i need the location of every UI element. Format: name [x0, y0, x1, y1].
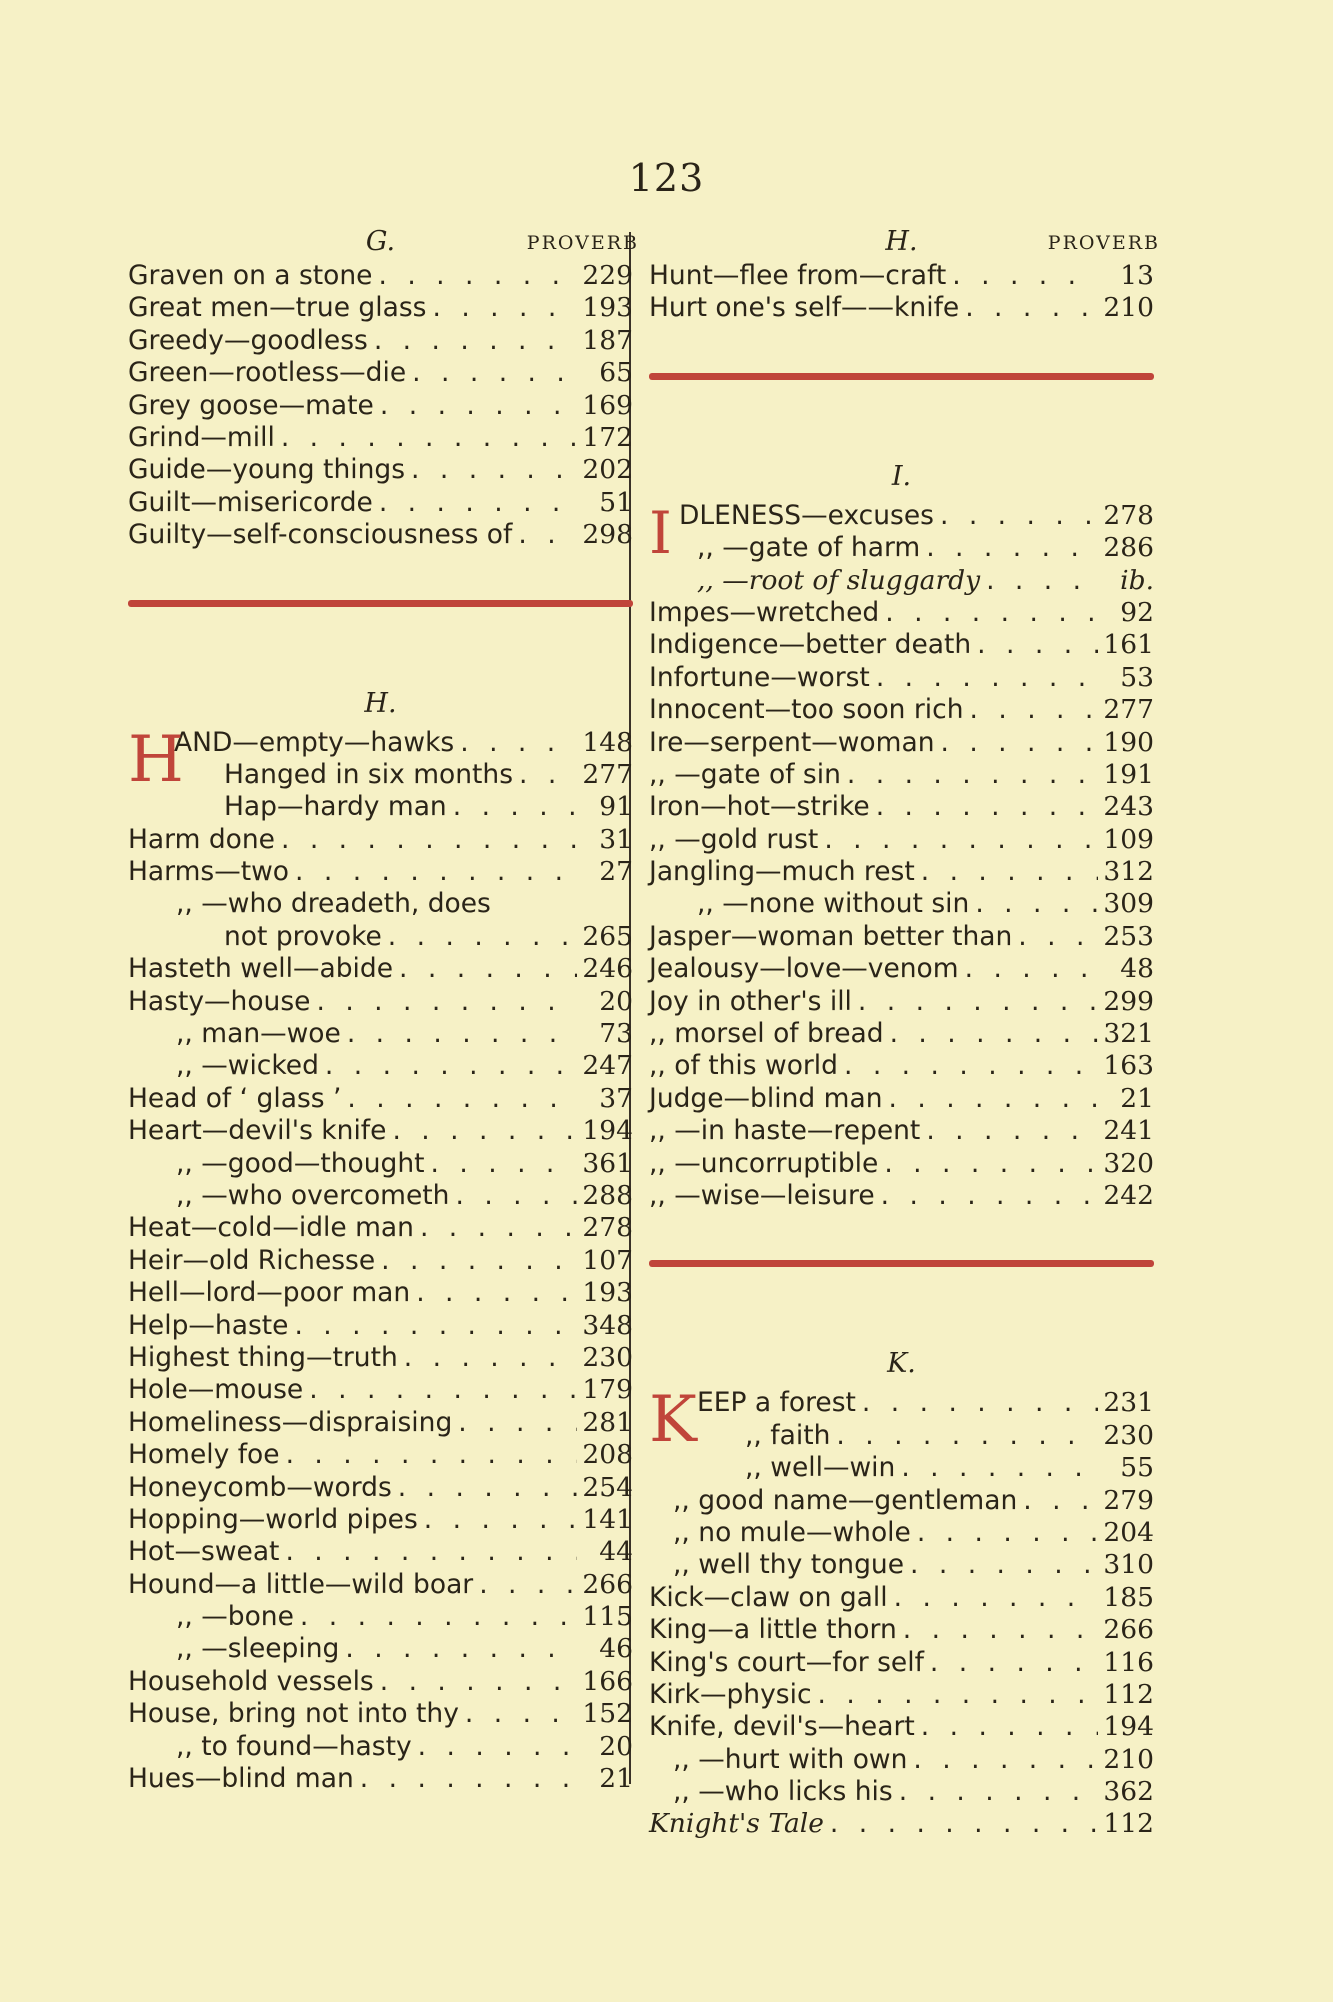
- entry-page: 312: [1103, 856, 1154, 888]
- list-item: [128, 1633, 633, 1665]
- entry-text: Guilt—misericorde: [128, 486, 373, 518]
- entry-text: ,, of this world: [649, 1050, 838, 1082]
- entry-page: 163: [1103, 1050, 1154, 1082]
- column-heading-proverb: PROVERB: [526, 232, 639, 254]
- list-item: [128, 1569, 633, 1601]
- entry-page: 288: [582, 1179, 633, 1211]
- section-rule: [128, 600, 633, 607]
- entry-page: 243: [1103, 791, 1154, 823]
- entry-page: 253: [1103, 920, 1154, 952]
- section-letter-g: G.: [365, 226, 396, 257]
- entry-text: Harm done: [128, 823, 275, 855]
- entry-page: 37: [599, 1082, 633, 1114]
- list-item: [128, 1504, 633, 1536]
- list-item: [649, 1050, 1154, 1082]
- entry-text: ,, morsel of bread: [649, 1018, 884, 1050]
- entry-page: 193: [582, 292, 633, 324]
- entry-page: 266: [1103, 1614, 1154, 1646]
- list-item: [649, 260, 1154, 292]
- list-item: [128, 888, 633, 920]
- entry-page: 172: [582, 421, 633, 453]
- entry-page: ib.: [1120, 564, 1154, 596]
- list-item: [649, 292, 1154, 324]
- entry-page: 281: [582, 1406, 633, 1438]
- list-item: [649, 1452, 1154, 1484]
- list-item: [649, 921, 1154, 953]
- section-rule: [649, 1260, 1154, 1267]
- drop-cap-k: K: [649, 1383, 697, 1458]
- entry-text: Joy in other's ill: [649, 985, 852, 1017]
- entry-text: Iron—hot—strike: [649, 791, 870, 823]
- list-item: [128, 1148, 633, 1180]
- entry-page: 169: [582, 389, 633, 421]
- entry-page: 112: [1103, 1808, 1154, 1840]
- entry-page: 202: [582, 454, 633, 486]
- section-letter-i: I.: [891, 460, 912, 492]
- entry-text: Hunt—flee from—craft: [649, 260, 947, 291]
- entry-text: Highest thing—truth: [128, 1341, 398, 1373]
- list-item: [128, 1180, 633, 1212]
- entry-page: 230: [1103, 1419, 1154, 1451]
- list-item: [128, 986, 633, 1018]
- entry-page: 27: [599, 856, 633, 888]
- entry-text: Hole—mouse: [128, 1374, 304, 1406]
- entry-text: Ire—serpent—woman: [649, 726, 935, 758]
- entry-page: 321: [1103, 1018, 1154, 1050]
- list-item: [128, 487, 633, 519]
- entry-page: 210: [1103, 1743, 1154, 1775]
- drop-cap-h: H: [128, 722, 184, 797]
- list-item: [649, 986, 1154, 1018]
- entry-page: 194: [1103, 1711, 1154, 1743]
- entry-text: Guilty—self-consciousness of: [128, 519, 513, 551]
- entry-page: 112: [1103, 1678, 1154, 1710]
- entry-page: 194: [582, 1115, 633, 1147]
- entry-text: ,, well—win: [745, 1452, 896, 1484]
- entry-text: ,, —gold rust: [649, 823, 819, 855]
- entry-text: Head of ‘ glass ’: [128, 1082, 342, 1114]
- list-item: [649, 1018, 1154, 1050]
- entry-text: King—a little thorn: [649, 1614, 897, 1646]
- entry-text: Hound—a little—wild boar: [128, 1568, 474, 1600]
- list-item: [649, 888, 1154, 920]
- index-list-g: [128, 260, 633, 552]
- list-item: [128, 454, 633, 486]
- section-head-h-cont: [649, 226, 1160, 260]
- list-item: [128, 1374, 633, 1406]
- entry-text: Household vessels: [128, 1665, 374, 1697]
- entry-page: 55: [1120, 1452, 1154, 1484]
- entry-page: 231: [1103, 1387, 1154, 1419]
- entry-text: ,, —none without sin: [697, 888, 970, 920]
- entry-text: ,, —root of sluggardy: [697, 564, 981, 596]
- entry-page: 190: [1103, 726, 1154, 758]
- entry-page: 210: [1103, 292, 1154, 324]
- entry-page: 242: [1103, 1179, 1154, 1211]
- entry-text: Heart—devil's knife: [128, 1115, 387, 1147]
- list-item: [649, 759, 1154, 791]
- entry-text: ,, —gate of harm: [697, 532, 921, 564]
- list-item: [649, 791, 1154, 823]
- list-item: [128, 260, 633, 292]
- list-item: [649, 1647, 1154, 1679]
- list-item: [128, 1472, 633, 1504]
- entry-text: ,, —gate of sin: [649, 758, 841, 790]
- list-item: [649, 1387, 1154, 1419]
- entry-text: ,, —bone: [176, 1601, 294, 1633]
- entry-page: 361: [582, 1147, 633, 1179]
- entry-text: Kick—claw on gall: [649, 1581, 888, 1613]
- entry-text: Innocent—too soon rich: [649, 694, 964, 726]
- section-letter-k: K.: [887, 1348, 916, 1380]
- list-item: [128, 519, 633, 551]
- entry-page: 299: [1103, 985, 1154, 1017]
- entry-text: Hell—lord—poor man: [128, 1277, 411, 1309]
- entry-text: Indigence—better death: [649, 629, 972, 661]
- entry-text: Heat—cold—idle man: [128, 1212, 414, 1244]
- entry-text: Hasteth well—abide: [128, 953, 394, 985]
- entry-text: ,, —uncorruptible: [649, 1147, 879, 1179]
- list-item: [128, 1731, 633, 1763]
- entry-text: ,, well thy tongue: [673, 1549, 905, 1581]
- list-item: [128, 357, 633, 389]
- entry-page: 152: [582, 1698, 633, 1730]
- list-item: [128, 1310, 633, 1342]
- entry-text: Honeycomb—words: [128, 1471, 392, 1503]
- list-item: [649, 1776, 1154, 1808]
- entry-text: ,, to found—hasty: [176, 1730, 412, 1762]
- entry-page: 73: [599, 1018, 633, 1050]
- list-item: [649, 1744, 1154, 1776]
- entry-text: ,, —wicked: [176, 1050, 319, 1082]
- entry-page: 20: [599, 985, 633, 1017]
- entry-text: Knight's Tale: [649, 1808, 824, 1840]
- entry-page: 348: [582, 1309, 633, 1341]
- list-item: [649, 662, 1154, 694]
- entry-page: 51: [599, 486, 633, 518]
- list-item: [128, 1601, 633, 1633]
- entry-text: Hasty—house: [128, 985, 311, 1017]
- entry-page: 362: [1103, 1776, 1154, 1808]
- index-list-h-cont: [649, 260, 1154, 325]
- entry-page: 277: [1103, 694, 1154, 726]
- entry-page: 116: [1103, 1646, 1154, 1678]
- entry-text: ,, faith: [745, 1419, 831, 1451]
- list-item: [649, 1679, 1154, 1711]
- list-item: [128, 292, 633, 324]
- list-item: [649, 1148, 1154, 1180]
- entry-page: 185: [1103, 1581, 1154, 1613]
- entry-page: 278: [582, 1212, 633, 1244]
- entry-text: ,, good name—gentleman: [673, 1484, 1018, 1516]
- entry-text: Greedy—goodless: [128, 324, 368, 356]
- drop-cap-block-k: [649, 1383, 1154, 1458]
- list-item: [649, 1711, 1154, 1743]
- list-item: [128, 1698, 633, 1730]
- list-item: [649, 500, 1154, 532]
- list-item: [128, 422, 633, 454]
- list-item: [128, 1407, 633, 1439]
- entry-text: Homely foe: [128, 1439, 280, 1471]
- entry-text: Graven on a stone: [128, 260, 373, 291]
- entry-text: Hopping—world pipes: [128, 1503, 418, 1535]
- entry-text: DLENESS—excuses: [679, 499, 934, 531]
- entry-page: 44: [599, 1536, 633, 1568]
- entry-text: Kirk—physic: [649, 1678, 812, 1710]
- entry-text: Great men—true glass: [128, 292, 427, 324]
- list-item: [128, 1666, 633, 1698]
- entry-text: Impes—wretched: [649, 596, 880, 628]
- entry-text: Guide—young things: [128, 454, 406, 486]
- entry-page: 241: [1103, 1115, 1154, 1147]
- entry-page: 107: [582, 1244, 633, 1276]
- section-rule: [649, 373, 1154, 380]
- left-column: [128, 226, 639, 1795]
- entry-page: 191: [1103, 758, 1154, 790]
- list-item: [649, 1083, 1154, 1115]
- index-list-k: [649, 1452, 1154, 1841]
- list-item: [128, 921, 633, 953]
- entry-page: 21: [1120, 1082, 1154, 1114]
- list-item: [128, 791, 633, 823]
- entry-text: ,, —hurt with own: [673, 1743, 908, 1775]
- entry-page: 20: [599, 1730, 633, 1762]
- entry-text: Grind—mill: [128, 421, 275, 453]
- entry-page: 65: [599, 357, 633, 389]
- entry-text: not provoke: [224, 920, 382, 952]
- list-item: [649, 565, 1154, 597]
- list-item: [128, 1439, 633, 1471]
- section-letter-h: H.: [364, 687, 397, 719]
- column-heading-proverb: PROVERB: [1047, 232, 1160, 254]
- list-item: [128, 953, 633, 985]
- list-item: [128, 1277, 633, 1309]
- list-item: [128, 1536, 633, 1568]
- entry-page: 310: [1103, 1549, 1154, 1581]
- entry-text: King's court—for self: [649, 1646, 924, 1678]
- entry-text: Judge—blind man: [649, 1082, 883, 1114]
- list-item: [128, 759, 633, 791]
- entry-page: 92: [1120, 596, 1154, 628]
- entry-page: 21: [599, 1763, 633, 1795]
- list-item: [649, 532, 1154, 564]
- section-letter-h-cont: H.: [885, 226, 918, 257]
- entry-text: Hanged in six months: [224, 758, 514, 790]
- list-item: [649, 629, 1154, 661]
- entry-text: Heir—old Richesse: [128, 1244, 376, 1276]
- list-item: [128, 1083, 633, 1115]
- entry-page: 208: [582, 1439, 633, 1471]
- entry-page: 91: [599, 791, 633, 823]
- list-item: [128, 1212, 633, 1244]
- entry-text: Grey goose—mate: [128, 389, 374, 421]
- entry-text: Green—rootless—die: [128, 357, 407, 389]
- entry-text: Hurt one's self——knife: [649, 292, 960, 324]
- entry-text: AND—empty—hawks: [174, 726, 455, 758]
- entry-page: 278: [1103, 499, 1154, 531]
- entry-text: Hap—hardy man: [224, 791, 447, 823]
- entry-page: 148: [582, 726, 633, 758]
- entry-page: 247: [582, 1050, 633, 1082]
- index-list-h: [128, 824, 633, 1796]
- entry-page: 229: [582, 260, 633, 291]
- section-head-g: [128, 226, 639, 260]
- entry-page: 53: [1120, 661, 1154, 693]
- entry-page: 309: [1103, 888, 1154, 920]
- entry-page: 320: [1103, 1147, 1154, 1179]
- entry-text: ,, —who overcometh: [176, 1179, 450, 1211]
- list-item: [128, 1342, 633, 1374]
- list-item: [649, 856, 1154, 888]
- entry-text: ,, —in haste—repent: [649, 1115, 921, 1147]
- entry-text: Jasper—woman better than: [649, 920, 1013, 952]
- entry-text: Jangling—much rest: [649, 856, 915, 888]
- entry-page: 246: [582, 953, 633, 985]
- entry-page: 298: [582, 519, 633, 551]
- entry-text: ,, —wise—leisure: [649, 1179, 875, 1211]
- entry-text: House, bring not into thy: [128, 1698, 459, 1730]
- list-item: [128, 1018, 633, 1050]
- list-item: [649, 694, 1154, 726]
- list-item: [128, 1763, 633, 1795]
- list-item: [649, 1485, 1154, 1517]
- entry-page: 279: [1103, 1484, 1154, 1516]
- list-item: [649, 1420, 1154, 1452]
- entry-text: EEP a forest: [697, 1387, 856, 1419]
- list-item: [649, 1549, 1154, 1581]
- entry-page: 109: [1103, 823, 1154, 855]
- entry-page: 141: [582, 1503, 633, 1535]
- entry-text: Harms—two: [128, 856, 289, 888]
- entry-page: 286: [1103, 532, 1154, 564]
- entry-page: 277: [582, 758, 633, 790]
- entry-text: Infortune—worst: [649, 661, 870, 693]
- entry-text: Hues—blind man: [128, 1763, 354, 1795]
- entry-text: Jealousy—love—venom: [649, 953, 959, 985]
- entry-page: 204: [1103, 1516, 1154, 1548]
- list-item: [128, 1245, 633, 1277]
- list-item: [128, 1115, 633, 1147]
- list-item: [128, 824, 633, 856]
- entry-page: 254: [582, 1471, 633, 1503]
- list-item: [649, 1582, 1154, 1614]
- entry-text: ,, —sleeping: [176, 1633, 340, 1665]
- entry-text: Knife, devil's—heart: [649, 1711, 915, 1743]
- entry-text: Hot—sweat: [128, 1536, 280, 1568]
- list-item: [649, 597, 1154, 629]
- entry-page: 161: [1103, 629, 1154, 661]
- list-item: [649, 1614, 1154, 1646]
- entry-page: 115: [582, 1601, 633, 1633]
- list-item: [128, 727, 633, 759]
- list-item: [649, 1517, 1154, 1549]
- entry-text: ,, —good—thought: [176, 1147, 425, 1179]
- entry-page: 31: [599, 823, 633, 855]
- drop-cap-block-h: [128, 722, 633, 824]
- entry-text: ,, —who licks his: [673, 1776, 893, 1808]
- entry-page: 48: [1120, 953, 1154, 985]
- entry-page: 13: [1120, 260, 1154, 291]
- entry-page: 265: [582, 920, 633, 952]
- entry-page: 230: [582, 1341, 633, 1373]
- entry-page: 187: [582, 324, 633, 356]
- list-item: [649, 1180, 1154, 1212]
- index-list-i: [649, 532, 1154, 1212]
- list-item: [649, 1115, 1154, 1147]
- drop-cap-i: I: [649, 498, 672, 567]
- list-item: [128, 1050, 633, 1082]
- list-item: [649, 727, 1154, 759]
- list-item: [128, 390, 633, 422]
- list-item: [128, 325, 633, 357]
- right-column: [649, 226, 1160, 1841]
- entry-page: 266: [582, 1568, 633, 1600]
- list-item: [649, 1808, 1154, 1840]
- entry-page: 166: [582, 1665, 633, 1697]
- entry-text: Homeliness—dispraising: [128, 1406, 453, 1438]
- page-number: 123: [628, 156, 705, 200]
- list-item: [649, 953, 1154, 985]
- entry-page: 179: [582, 1374, 633, 1406]
- list-item: [128, 856, 633, 888]
- entry-text: Help—haste: [128, 1309, 289, 1341]
- entry-page: 46: [599, 1633, 633, 1665]
- entry-text: ,, man—woe: [176, 1018, 341, 1050]
- entry-text: ,, —who dreadeth, does: [176, 888, 491, 920]
- list-item: [649, 824, 1154, 856]
- entry-page: 193: [582, 1277, 633, 1309]
- entry-text: ,, no mule—whole: [673, 1516, 911, 1548]
